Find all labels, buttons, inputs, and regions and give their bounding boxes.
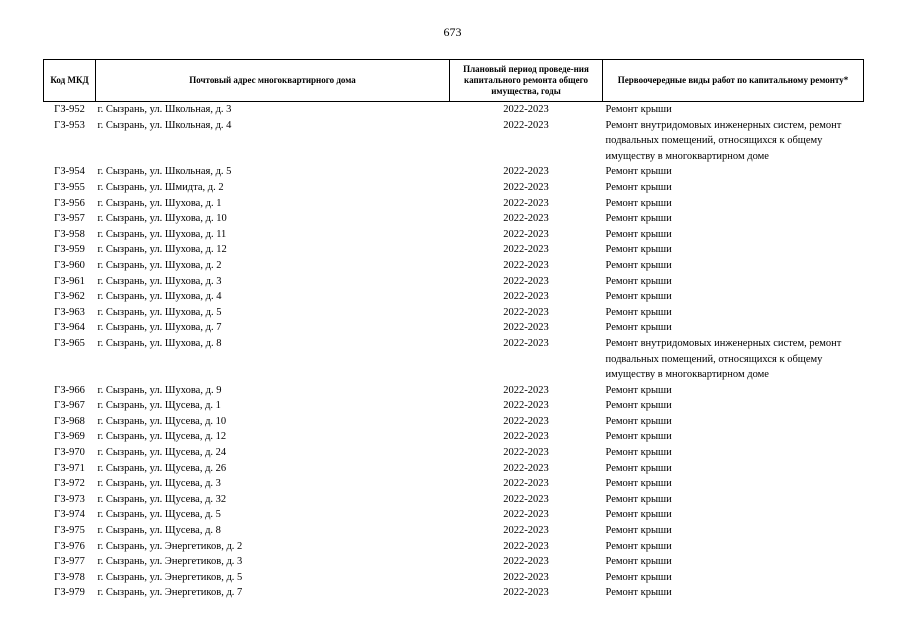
code-cell: ГЗ-955 <box>54 181 85 193</box>
works-cell: Ремонт крыши <box>605 197 672 209</box>
column-header-period: Плановый период проведе-ния капитального ремонта общего имущества, годы <box>450 60 603 102</box>
code-cell: ГЗ-953 <box>54 119 85 131</box>
works-cell: Ремонт крыши <box>605 322 672 334</box>
works-cell: Ремонт крыши <box>605 525 672 537</box>
table-row <box>44 398 864 414</box>
code-cell: ГЗ-973 <box>54 493 85 505</box>
table-row <box>44 102 864 118</box>
works-cell: Ремонт крыши <box>605 462 672 474</box>
table-row <box>44 585 864 601</box>
works-cell: Ремонт крыши <box>605 181 672 193</box>
table-row <box>44 180 864 196</box>
works-cell: Ремонт крыши <box>605 587 672 599</box>
address-cell: г. Сызрань, ул. Шухова, д. 10 <box>97 213 227 225</box>
table-row <box>44 539 864 555</box>
works-cell: Ремонт крыши <box>605 571 672 583</box>
table-row <box>44 492 864 508</box>
address-cell: г. Сызрань, ул. Шухова, д. 3 <box>97 275 222 287</box>
period-cell: 2022-2023 <box>503 447 549 459</box>
code-cell: ГЗ-957 <box>54 213 85 225</box>
period-cell: 2022-2023 <box>503 400 549 412</box>
works-cell: Ремонт крыши <box>605 415 672 427</box>
table-row <box>44 258 864 274</box>
address-cell: г. Сызрань, ул. Щусева, д. 8 <box>97 525 221 537</box>
address-cell: г. Сызрань, ул. Энергетиков, д. 2 <box>97 540 243 552</box>
period-cell: 2022-2023 <box>503 462 549 474</box>
address-cell: г. Сызрань, ул. Щусева, д. 5 <box>97 509 221 521</box>
code-cell: ГЗ-964 <box>54 322 85 334</box>
address-cell: г. Сызрань, ул. Шухова, д. 2 <box>97 259 222 271</box>
page-number: 673 <box>443 25 462 39</box>
period-cell: 2022-2023 <box>503 104 549 115</box>
table-row <box>44 118 864 165</box>
code-cell: ГЗ-975 <box>54 525 85 537</box>
table-row <box>44 336 864 383</box>
period-cell: 2022-2023 <box>503 181 549 193</box>
address-cell: г. Сызрань, ул. Щусева, д. 24 <box>97 447 227 459</box>
period-cell: 2022-2023 <box>503 384 549 396</box>
table-row <box>44 554 864 570</box>
table-row <box>44 523 864 539</box>
code-cell: ГЗ-966 <box>54 384 85 396</box>
period-cell: 2022-2023 <box>503 119 549 131</box>
works-cell: Ремонт крыши <box>605 431 672 443</box>
code-cell: ГЗ-956 <box>54 197 85 209</box>
address-cell: г. Сызрань, ул. Шухова, д. 9 <box>97 384 222 396</box>
code-cell: ГЗ-958 <box>54 228 85 240</box>
address-cell: г. Сызрань, ул. Энергетиков, д. 7 <box>97 587 243 599</box>
table-row <box>44 461 864 477</box>
code-cell: ГЗ-967 <box>54 400 85 412</box>
table-row <box>44 164 864 180</box>
code-cell: ГЗ-962 <box>54 291 85 303</box>
address-cell: г. Сызрань, ул. Шухова, д. 4 <box>97 291 222 303</box>
address-cell: г. Сызрань, ул. Шухова, д. 5 <box>97 306 222 318</box>
works-cell: Ремонт крыши <box>605 259 672 271</box>
code-cell: ГЗ-971 <box>54 462 85 474</box>
code-cell: ГЗ-965 <box>54 337 85 349</box>
code-cell: ГЗ-979 <box>54 587 85 599</box>
address-cell: г. Сызрань, ул. Шухова, д. 1 <box>97 197 222 209</box>
period-cell: 2022-2023 <box>503 493 549 505</box>
address-cell: г. Сызрань, ул. Щусева, д. 12 <box>97 431 227 443</box>
table-row <box>44 305 864 321</box>
works-cell: Ремонт крыши <box>605 384 672 396</box>
works-cell: Ремонт крыши <box>605 244 672 256</box>
address-cell: г. Сызрань, ул. Шмидта, д. 2 <box>97 181 224 193</box>
period-cell: 2022-2023 <box>503 166 549 178</box>
address-cell: г. Сызрань, ул. Школьная, д. 3 <box>97 104 232 115</box>
address-cell: г. Сызрань, ул. Энергетиков, д. 3 <box>97 556 243 568</box>
works-cell: Ремонт крыши <box>605 478 672 490</box>
column-header-works: Первоочередные виды работ по капитальному ремонту* <box>603 60 864 102</box>
works-cell: Ремонт крыши <box>605 306 672 318</box>
works-cell: Ремонт крыши <box>605 213 672 225</box>
table-row <box>44 196 864 212</box>
address-cell: г. Сызрань, ул. Школьная, д. 4 <box>97 119 232 131</box>
works-cell: Ремонт крыши <box>605 104 672 115</box>
code-cell: ГЗ-969 <box>54 431 85 443</box>
period-cell: 2022-2023 <box>503 587 549 599</box>
period-cell: 2022-2023 <box>503 228 549 240</box>
table-row <box>44 242 864 258</box>
code-cell: ГЗ-960 <box>54 259 85 271</box>
works-cell: Ремонт крыши <box>605 291 672 303</box>
period-cell: 2022-2023 <box>503 259 549 271</box>
code-cell: ГЗ-974 <box>54 509 85 521</box>
period-cell: 2022-2023 <box>503 509 549 521</box>
address-cell: г. Сызрань, ул. Щусева, д. 26 <box>97 462 227 474</box>
address-cell: г. Сызрань, ул. Энергетиков, д. 5 <box>97 571 243 583</box>
code-cell: ГЗ-970 <box>54 447 85 459</box>
works-cell: Ремонт крыши <box>605 509 672 521</box>
table-row <box>44 383 864 399</box>
table-row <box>44 445 864 461</box>
table-row <box>44 289 864 305</box>
period-cell: 2022-2023 <box>503 571 549 583</box>
period-cell: 2022-2023 <box>503 213 549 225</box>
works-cell: Ремонт крыши <box>605 166 672 178</box>
address-cell: г. Сызрань, ул. Щусева, д. 10 <box>97 415 227 427</box>
period-cell: 2022-2023 <box>503 306 549 318</box>
period-cell: 2022-2023 <box>503 291 549 303</box>
period-cell: 2022-2023 <box>503 275 549 287</box>
address-cell: г. Сызрань, ул. Шухова, д. 12 <box>97 244 227 256</box>
period-cell: 2022-2023 <box>503 525 549 537</box>
code-cell: ГЗ-977 <box>54 556 85 568</box>
code-cell: ГЗ-952 <box>54 104 85 115</box>
period-cell: 2022-2023 <box>503 431 549 443</box>
address-cell: г. Сызрань, ул. Щусева, д. 1 <box>97 400 221 412</box>
table-row <box>44 570 864 586</box>
address-cell: г. Сызрань, ул. Шухова, д. 11 <box>97 228 227 240</box>
period-cell: 2022-2023 <box>503 244 549 256</box>
works-cell: Ремонт внутридомовых инженерных систем, ремонт подвальных помещений, относящихся к общему имуществу в многоквартирном доме <box>605 337 842 381</box>
works-cell: Ремонт крыши <box>605 275 672 287</box>
works-cell: Ремонт крыши <box>605 400 672 412</box>
period-cell: 2022-2023 <box>503 478 549 490</box>
table-row <box>44 274 864 290</box>
column-header-code: Код МКД <box>44 60 96 102</box>
period-cell: 2022-2023 <box>503 415 549 427</box>
period-cell: 2022-2023 <box>503 337 549 349</box>
period-cell: 2022-2023 <box>503 322 549 334</box>
code-cell: ГЗ-968 <box>54 415 85 427</box>
address-cell: г. Сызрань, ул. Шухова, д. 7 <box>97 322 222 334</box>
period-cell: 2022-2023 <box>503 556 549 568</box>
table-row <box>44 507 864 523</box>
table-body <box>44 102 864 602</box>
works-cell: Ремонт крыши <box>605 556 672 568</box>
code-cell: ГЗ-954 <box>54 166 85 178</box>
period-cell: 2022-2023 <box>503 540 549 552</box>
address-cell: г. Сызрань, ул. Шухова, д. 8 <box>97 337 222 349</box>
table-row <box>44 320 864 336</box>
code-cell: ГЗ-963 <box>54 306 85 318</box>
code-cell: ГЗ-976 <box>54 540 85 552</box>
table-row <box>44 429 864 445</box>
column-header-address: Почтовый адрес многоквартирного дома <box>96 60 450 102</box>
code-cell: ГЗ-972 <box>54 478 85 490</box>
period-cell: 2022-2023 <box>503 197 549 209</box>
address-cell: г. Сызрань, ул. Школьная, д. 5 <box>97 166 232 178</box>
table-row <box>44 414 864 430</box>
works-cell: Ремонт крыши <box>605 493 672 505</box>
works-cell: Ремонт внутридомовых инженерных систем, ремонт подвальных помещений, относящихся к общему имуществу в многоквартирном доме <box>605 119 842 162</box>
table-header-row <box>44 60 864 102</box>
works-cell: Ремонт крыши <box>605 540 672 552</box>
works-cell: Ремонт крыши <box>605 447 672 459</box>
works-cell: Ремонт крыши <box>605 228 672 240</box>
code-cell: ГЗ-959 <box>54 244 85 256</box>
code-cell: ГЗ-961 <box>54 275 85 287</box>
address-cell: г. Сызрань, ул. Щусева, д. 3 <box>97 478 221 490</box>
table-row <box>44 227 864 243</box>
address-cell: г. Сызрань, ул. Щусева, д. 32 <box>97 493 227 505</box>
table-row <box>44 211 864 227</box>
table-row <box>44 476 864 492</box>
capital-repair-table <box>43 59 864 601</box>
code-cell: ГЗ-978 <box>54 571 85 583</box>
